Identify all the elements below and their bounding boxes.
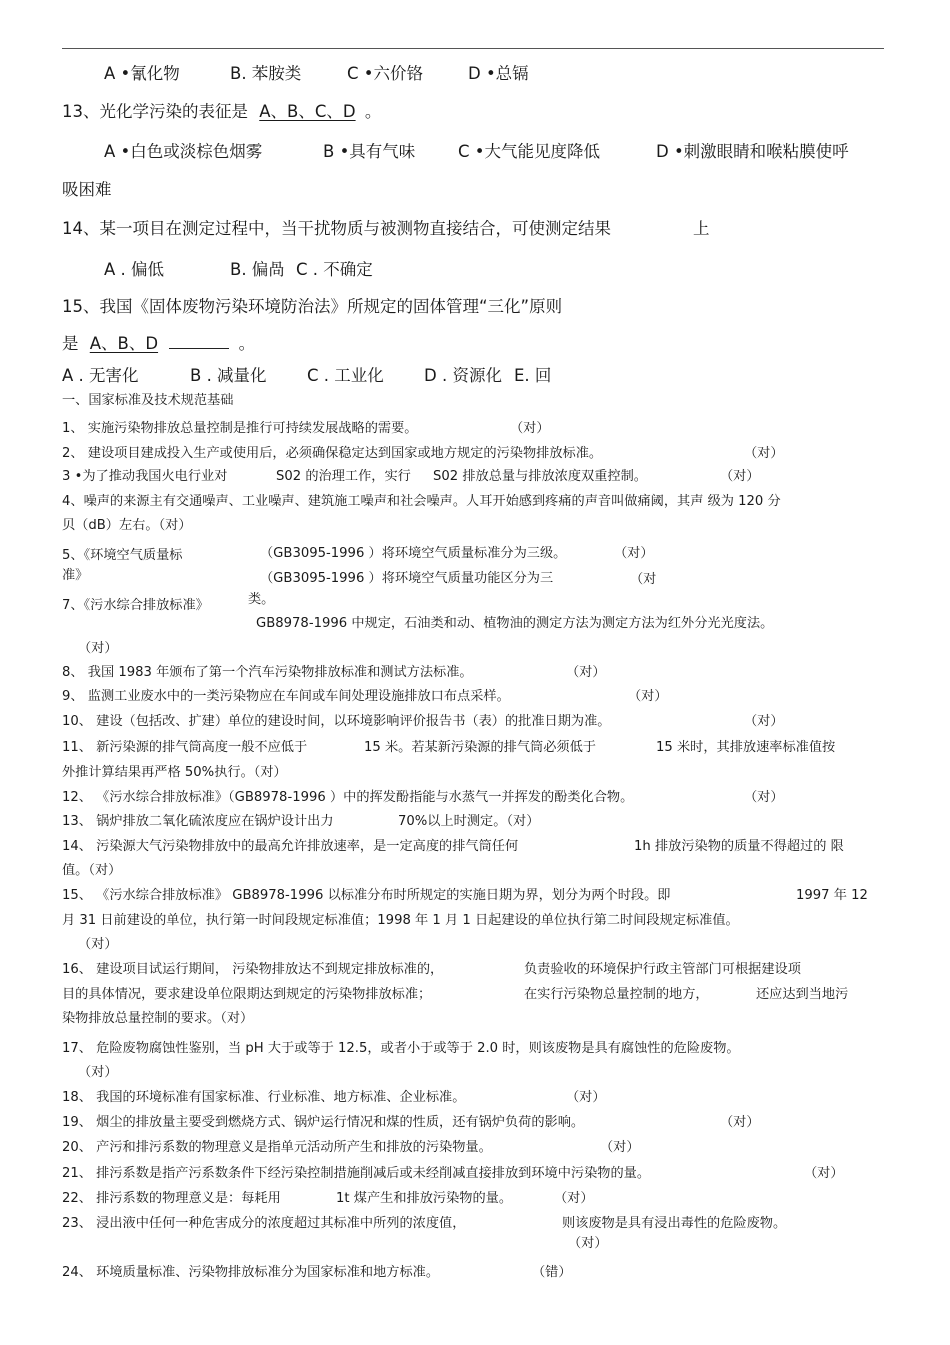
q12-option-b: B. 苯胺类 [230, 64, 302, 83]
item-16-part1: 16、 建设项目试运行期间， 污染物排放达不到规定排放标准的， [62, 962, 444, 977]
item-6-mark: （对 [630, 572, 657, 587]
q15-answer: A、B、D [89, 334, 159, 353]
q12-option-c: C •六价铬 [347, 64, 423, 83]
item-4-line2: 贝（dB）左右。（对） [62, 518, 192, 533]
item-15-part2: 1997 年 12 [796, 888, 868, 903]
q13-suffix: 。 [364, 102, 382, 121]
item-14-part2: 1h 排放污染物的质量不得超过的 限 [634, 839, 844, 854]
question-14: 14、某一项目在测定过程中，当干扰物质与被测物直接结合，可使测定结果 [62, 219, 611, 238]
q15-option-d: D . 资源化 [424, 366, 502, 385]
item-16-part2: 负责验收的环境保护行政主管部门可根据建设项 [524, 962, 801, 977]
item-13-part1: 13、 锅炉排放二氧化硫浓度应在锅炉设计出力 [62, 814, 334, 829]
item-23-part1: 23、 浸出液中任何一种危害成分的浓度超过其标准中所列的浓度值， [62, 1216, 466, 1231]
item-16-part3: 目的具体情况，要求建设单位限期达到规定的污染物排放标准； [62, 987, 432, 1002]
item-15-mark: （对） [78, 937, 118, 952]
item-8: 8、 我国 1983 年颁布了第一个汽车污染物排放标准和测试方法标准。 [62, 665, 473, 680]
question-13 [62, 98, 381, 122]
item-11-part3: 15 米时，其排放速率标准值按 [656, 740, 836, 755]
item-9: 9、 监测工业废水中的一类污染物应在车间或车间处理设施排放口布点采样。 [62, 689, 510, 704]
item-7-mark: （对） [78, 641, 118, 656]
q14-option-b: B. 偏咼 [230, 260, 285, 279]
q15-prefix: 是 [62, 334, 79, 353]
item-15-part3: 月 31 日前建设的单位，执行第一时间段规定标准值；1998 年 1 月 1 日起建设的单位执行第二时间段规定标准值。 [62, 913, 739, 928]
item-10: 10、 建设（包括改、扩建）单位的建设时间，以环境影响评价报告书（表）的批准日期为准。 [62, 714, 611, 729]
item-3-part3: S02 排放总量与排放浓度双重控制。 [433, 469, 647, 484]
item-5-part1: 5、《环境空气质量标 [62, 548, 183, 563]
q14-answer: 上 [693, 219, 710, 238]
item-5-mark: （对） [614, 546, 654, 561]
question-15: 15、我国《固体废物污染环境防治法》所规定的固体管理“三化”原则 [62, 297, 563, 316]
q14-option-a: A . 偏低 [104, 260, 165, 279]
q13-option-c: C •大气能见度降低 [458, 142, 600, 161]
item-15-part1: 15、 《污水综合排放标准》 GB8978-1996 以标准分布时所规定的实施日期为界，划分为两个时段。即 [62, 888, 671, 903]
item-11-part4: 外推计算结果再严格 50%执行。（对） [62, 765, 287, 780]
item-24-mark: （错） [532, 1265, 572, 1280]
q12-option-d: D •总镉 [468, 64, 529, 83]
q13-answer: A、B、C、D [259, 102, 356, 121]
item-6-part2: 类。 [248, 592, 275, 607]
item-14-part3: 值。（对） [62, 863, 122, 878]
item-21-mark: （对） [804, 1166, 844, 1181]
item-11-part2: 15 米。若某新污染源的排气筒必须低于 [364, 740, 596, 755]
item-5-part3: （GB3095-1996 ）将环境空气质量标准分为三级。 [260, 546, 567, 561]
item-22-mark: （对） [554, 1191, 594, 1206]
item-22-part1: 22、 排污系数的物理意义是：每耗用 [62, 1191, 281, 1206]
item-12-mark: （对） [744, 790, 784, 805]
item-16-part6: 染物排放总量控制的要求。（对） [62, 1011, 254, 1026]
item-6-part1: （GB3095-1996 ）将环境空气质量功能区分为三 [260, 571, 554, 586]
item-20: 20、 产污和排污系数的物理意义是指单元活动所产生和排放的污染物量。 [62, 1140, 492, 1155]
item-14-part1: 14、 污染源大气污染物排放中的最高允许排放速率，是一定高度的排气筒任何 [62, 839, 519, 854]
q15-option-c: C . 工业化 [307, 366, 384, 385]
item-23-part2: 则该废物是具有浸出毒性的危险废物。 [562, 1216, 787, 1231]
item-18-mark: （对） [566, 1090, 606, 1105]
q13-option-a: A •白色或淡棕色烟雾 [104, 142, 263, 161]
item-7-part1: 7、《污水综合排放标准》 [62, 598, 209, 613]
item-2: 2、 建设项目建成投入生产或使用后，必须确保稳定达到国家或地方规定的污染物排放标准。 [62, 446, 603, 461]
q15-blank-line [169, 334, 229, 349]
item-1: 1、 实施污染物排放总量控制是推行可持续发展战略的需要。 [62, 421, 418, 436]
q15-option-a: A . 无害化 [62, 366, 139, 385]
q12-option-a: A •氰化物 [104, 64, 180, 83]
item-20-mark: （对） [600, 1140, 640, 1155]
item-11-part1: 11、 新污染源的排气筒高度一般不应低于 [62, 740, 308, 755]
item-7-part2: GB8978-1996 中规定，石油类和动、植物油的测定方法为测定方法为红外分光光度法。 [256, 616, 774, 631]
q13-prefix: 13、光化学污染的表征是 [62, 102, 248, 121]
section-title: 一、国家标准及技术规范基础 [62, 393, 234, 408]
q14-option-c: C . 不确定 [296, 260, 373, 279]
q15-option-e: E. 回 [514, 366, 552, 385]
q15-option-b: B . 减量化 [190, 366, 267, 385]
item-23-mark: （对） [568, 1236, 608, 1251]
item-21: 21、 排污系数是指产污系数条件下经污染控制措施削减后或未经削减直接排放到环境中污染物的量。 [62, 1166, 651, 1181]
item-19-mark: （对） [720, 1115, 760, 1130]
item-17: 17、 危险废物腐蚀性鉴别，当 pH 大于或等于 12.5，或者小于或等于 2.0 时，则该废物是具有腐蚀性的危险废物。 [62, 1041, 740, 1056]
top-rule [62, 48, 884, 49]
item-13-part2: 70%以上时测定。（对） [398, 814, 540, 829]
q15-suffix: 。 [238, 334, 256, 353]
item-12: 12、 《污水综合排放标准》（GB8978-1996 ）中的挥发酚指能与水蒸气一并挥发的酚类化合物。 [62, 790, 634, 805]
q13-option-b: B •具有气味 [323, 142, 416, 161]
item-16-part4: 在实行污染物总量控制的地方， [524, 987, 709, 1002]
item-8-mark: （对） [566, 665, 606, 680]
item-10-mark: （对） [744, 714, 784, 729]
item-24: 24、 环境质量标准、污染物排放标准分为国家标准和地方标准。 [62, 1265, 440, 1280]
item-3-part2: S02 的治理工作，实行 [276, 469, 411, 484]
q15-answer-line [62, 330, 255, 354]
item-19: 19、 烟尘的排放量主要受到燃烧方式、锅炉运行情况和煤的性质，还有锅炉负荷的影响。 [62, 1115, 585, 1130]
item-22-part2: 1t 煤产生和排放污染物的量。 [336, 1191, 513, 1206]
item-1-mark: （对） [510, 421, 550, 436]
q13-continuation: 吸困难 [62, 180, 112, 199]
item-17-mark: （对） [78, 1065, 118, 1080]
item-2-mark: （对） [744, 446, 784, 461]
item-3-part1: 3 •为了推动我国火电行业对 [62, 469, 228, 484]
item-16-part5: 还应达到当地污 [756, 987, 849, 1002]
item-4-line1: 4、噪声的来源主有交通噪声、工业噪声、建筑施工噪声和社会噪声。人耳开始感到疼痛的声音叫做痛阈，其声 级为 120 分 [62, 494, 781, 509]
item-5-part2: 准》 [62, 568, 89, 583]
item-3-mark: （对） [720, 469, 760, 484]
item-9-mark: （对） [628, 689, 668, 704]
q13-option-d: D •刺激眼睛和喉粘膜使呼 [656, 142, 849, 161]
item-18: 18、 我国的环境标准有国家标准、行业标准、地方标准、企业标准。 [62, 1090, 466, 1105]
